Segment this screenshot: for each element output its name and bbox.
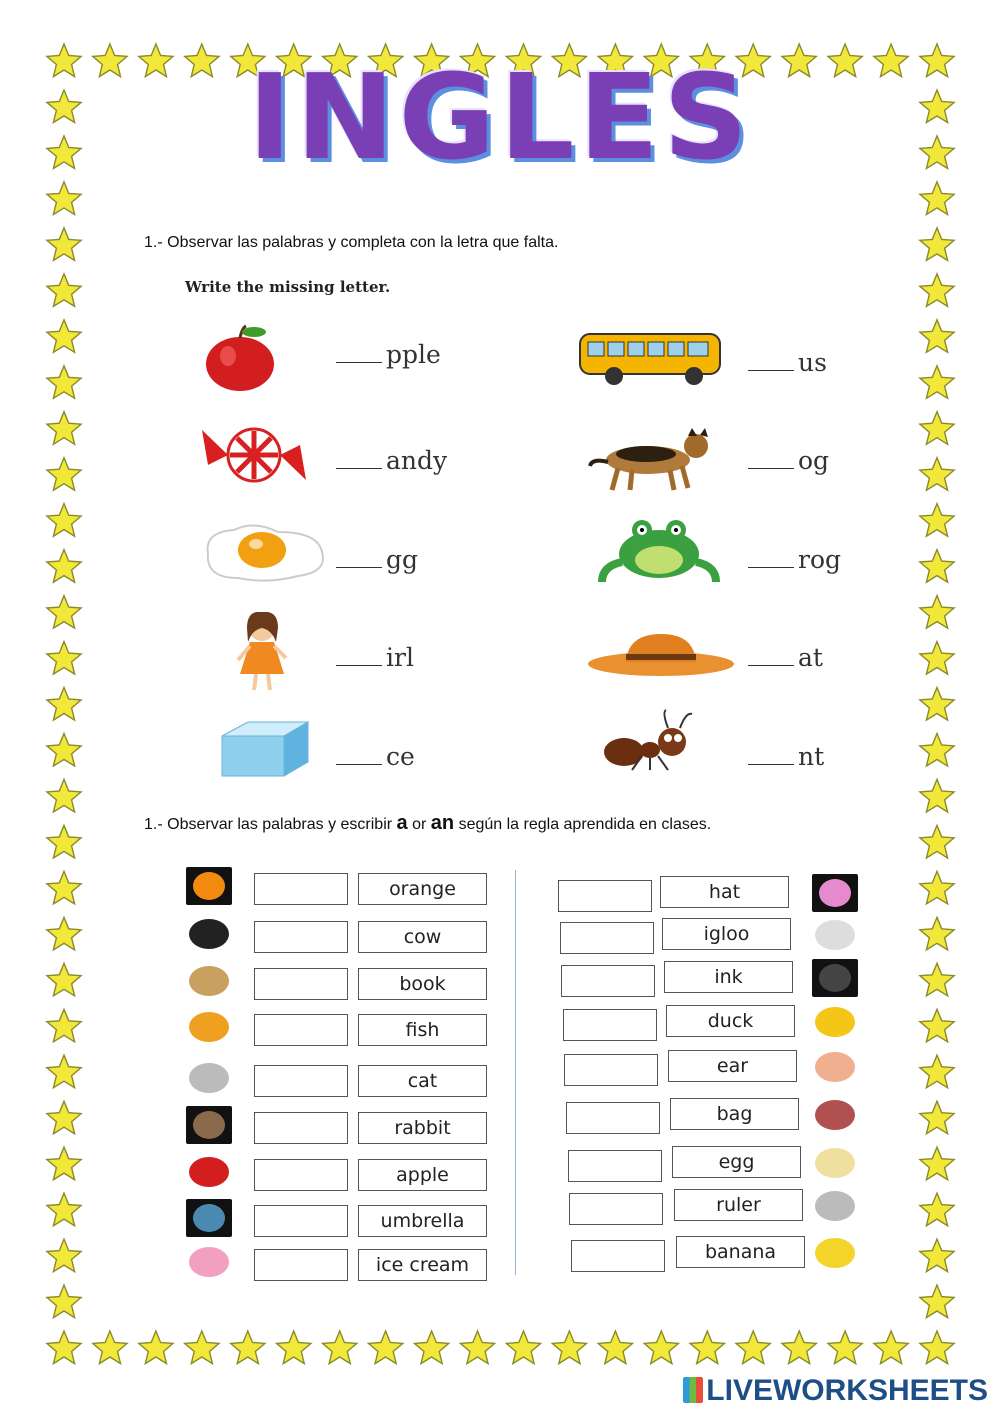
star-icon (920, 963, 954, 996)
star-icon (47, 688, 81, 721)
missing-letter-item[interactable]: pple (336, 340, 441, 369)
word-label: apple (358, 1159, 487, 1191)
star-icon (47, 1147, 81, 1180)
word-label: banana (676, 1236, 805, 1268)
star-icon (920, 504, 954, 537)
word-label: ruler (674, 1189, 803, 1221)
star-icon (920, 825, 954, 858)
star-icon (920, 779, 954, 812)
word-label: orange (358, 873, 487, 905)
star-icon (920, 1101, 954, 1134)
star-icon (47, 412, 81, 445)
word-label: ice cream (358, 1249, 487, 1281)
article-answer-box[interactable] (566, 1102, 660, 1134)
star-icon (47, 1331, 81, 1364)
ink-icon (812, 959, 858, 997)
missing-letter-item[interactable]: nt (748, 742, 824, 771)
article-answer-box[interactable] (254, 1065, 348, 1097)
word-label: umbrella (358, 1205, 487, 1237)
star-icon (920, 228, 954, 261)
star-icon (782, 1331, 816, 1364)
word-label: egg (672, 1146, 801, 1178)
article-answer-box[interactable] (569, 1193, 663, 1225)
star-icon (506, 1331, 540, 1364)
dog-icon (588, 428, 724, 494)
apple-icon (186, 1153, 232, 1191)
star-icon (644, 1331, 678, 1364)
umbrella-icon (186, 1199, 232, 1237)
star-icon (460, 1331, 494, 1364)
star-icon (47, 550, 81, 583)
star-icon (47, 596, 81, 629)
article-answer-box[interactable] (254, 1112, 348, 1144)
instruction-1: 1.- Observar las palabras y completa con la letra que falta. (144, 234, 559, 251)
star-icon (47, 1101, 81, 1134)
article-answer-box[interactable] (254, 873, 348, 905)
word-label: ink (664, 961, 793, 993)
star-icon (231, 1331, 265, 1364)
ruler-icon (812, 1187, 858, 1225)
star-icon (47, 642, 81, 675)
star-icon (920, 182, 954, 215)
article-answer-box[interactable] (563, 1009, 657, 1041)
star-icon (920, 596, 954, 629)
star-icon (323, 1331, 357, 1364)
star-icon (920, 1147, 954, 1180)
bus-icon (578, 330, 728, 388)
missing-letter-item[interactable]: rog (748, 545, 841, 574)
column-divider (515, 870, 516, 1275)
star-icon (920, 274, 954, 307)
liveworksheets-logo: LIVEWORKSHEETS (683, 1374, 988, 1408)
star-icon (47, 734, 81, 767)
orange-icon (186, 867, 232, 905)
word-label: hat (660, 876, 789, 908)
star-icon (415, 1331, 449, 1364)
rabbit-icon (186, 1106, 232, 1144)
star-icon (920, 917, 954, 950)
star-icon (920, 550, 954, 583)
star-icon (920, 1055, 954, 1088)
fish-icon (186, 1008, 232, 1046)
star-icon (47, 1285, 81, 1318)
egg-icon (200, 522, 330, 582)
star-icon (920, 366, 954, 399)
star-icon (47, 825, 81, 858)
star-icon (920, 412, 954, 445)
candy-icon (198, 420, 310, 490)
star-icon (920, 1285, 954, 1318)
word-label: book (358, 968, 487, 1000)
star-icon (920, 320, 954, 353)
star-icon (47, 504, 81, 537)
star-icon (920, 458, 954, 491)
instruction-2: 1.- Observar las palabras y escribir a or an según la regla aprendida en clases. (144, 812, 712, 834)
star-icon (47, 779, 81, 812)
missing-letter-item[interactable]: at (748, 643, 823, 672)
girl-icon (232, 612, 292, 692)
article-answer-box[interactable] (571, 1240, 665, 1272)
star-icon (47, 228, 81, 261)
word-label: igloo (662, 918, 791, 950)
star-icon (828, 1331, 862, 1364)
article-answer-box[interactable] (254, 1014, 348, 1046)
duck-icon (812, 1003, 858, 1041)
article-answer-box[interactable] (568, 1150, 662, 1182)
cat-icon (186, 1059, 232, 1097)
star-icon (920, 1239, 954, 1272)
star-icon (47, 1009, 81, 1042)
apple-icon (200, 322, 280, 392)
star-icon (277, 1331, 311, 1364)
igloo-icon (812, 916, 858, 954)
star-icon (47, 917, 81, 950)
star-icon (369, 1331, 403, 1364)
word-label: bag (670, 1098, 799, 1130)
article-answer-box[interactable] (561, 965, 655, 997)
banana-icon (812, 1234, 858, 1272)
star-icon (736, 1331, 770, 1364)
page-title: INGLES (247, 48, 753, 186)
star-icon (185, 1331, 219, 1364)
cow-icon (186, 915, 232, 953)
article-answer-box[interactable] (558, 880, 652, 912)
missing-letter-item[interactable]: andy (336, 446, 447, 475)
star-icon (598, 1331, 632, 1364)
star-icon (920, 642, 954, 675)
article-answer-box[interactable] (560, 922, 654, 954)
article-answer-box[interactable] (254, 1159, 348, 1191)
article-answer-box[interactable] (254, 1205, 348, 1237)
word-label: duck (666, 1005, 795, 1037)
word-label: cat (358, 1065, 487, 1097)
article-answer-box[interactable] (254, 921, 348, 953)
ear-icon (812, 1048, 858, 1086)
missing-letter-item[interactable]: us (748, 348, 827, 377)
missing-letter-item[interactable]: og (748, 446, 829, 475)
star-icon (47, 1193, 81, 1226)
missing-letter-item[interactable]: gg (336, 545, 418, 574)
word-label: cow (358, 921, 487, 953)
star-icon (47, 1239, 81, 1272)
book-icon (186, 962, 232, 1000)
star-icon (93, 1331, 127, 1364)
ant-icon (602, 708, 698, 772)
star-icon (47, 458, 81, 491)
word-label: fish (358, 1014, 487, 1046)
star-icon (47, 963, 81, 996)
article-answer-box[interactable] (254, 1249, 348, 1281)
frog-icon (598, 518, 720, 584)
missing-letter-item[interactable]: irl (336, 643, 414, 672)
star-icon (920, 734, 954, 767)
missing-letter-item[interactable]: ce (336, 742, 415, 771)
star-icon (920, 871, 954, 904)
star-icon (47, 871, 81, 904)
word-label: ear (668, 1050, 797, 1082)
subtitle: Write the missing letter. (185, 278, 391, 296)
star-icon (47, 1055, 81, 1088)
star-icon (47, 274, 81, 307)
egg-icon (812, 1144, 858, 1182)
star-icon (920, 1331, 954, 1364)
star-icon (47, 182, 81, 215)
star-icon (47, 366, 81, 399)
star-icon (47, 320, 81, 353)
star-icon (552, 1331, 586, 1364)
article-answer-box[interactable] (564, 1054, 658, 1086)
bag-icon (812, 1096, 858, 1134)
star-icon (920, 688, 954, 721)
article-answer-box[interactable] (254, 968, 348, 1000)
ice-icon (218, 718, 312, 780)
star-icon (874, 1331, 908, 1364)
ice-cream-icon (186, 1243, 232, 1281)
star-icon (920, 1193, 954, 1226)
hat-icon (586, 632, 736, 678)
star-icon (139, 1331, 173, 1364)
star-icon (690, 1331, 724, 1364)
star-icon (920, 1009, 954, 1042)
hat-icon (812, 874, 858, 912)
word-label: rabbit (358, 1112, 487, 1144)
